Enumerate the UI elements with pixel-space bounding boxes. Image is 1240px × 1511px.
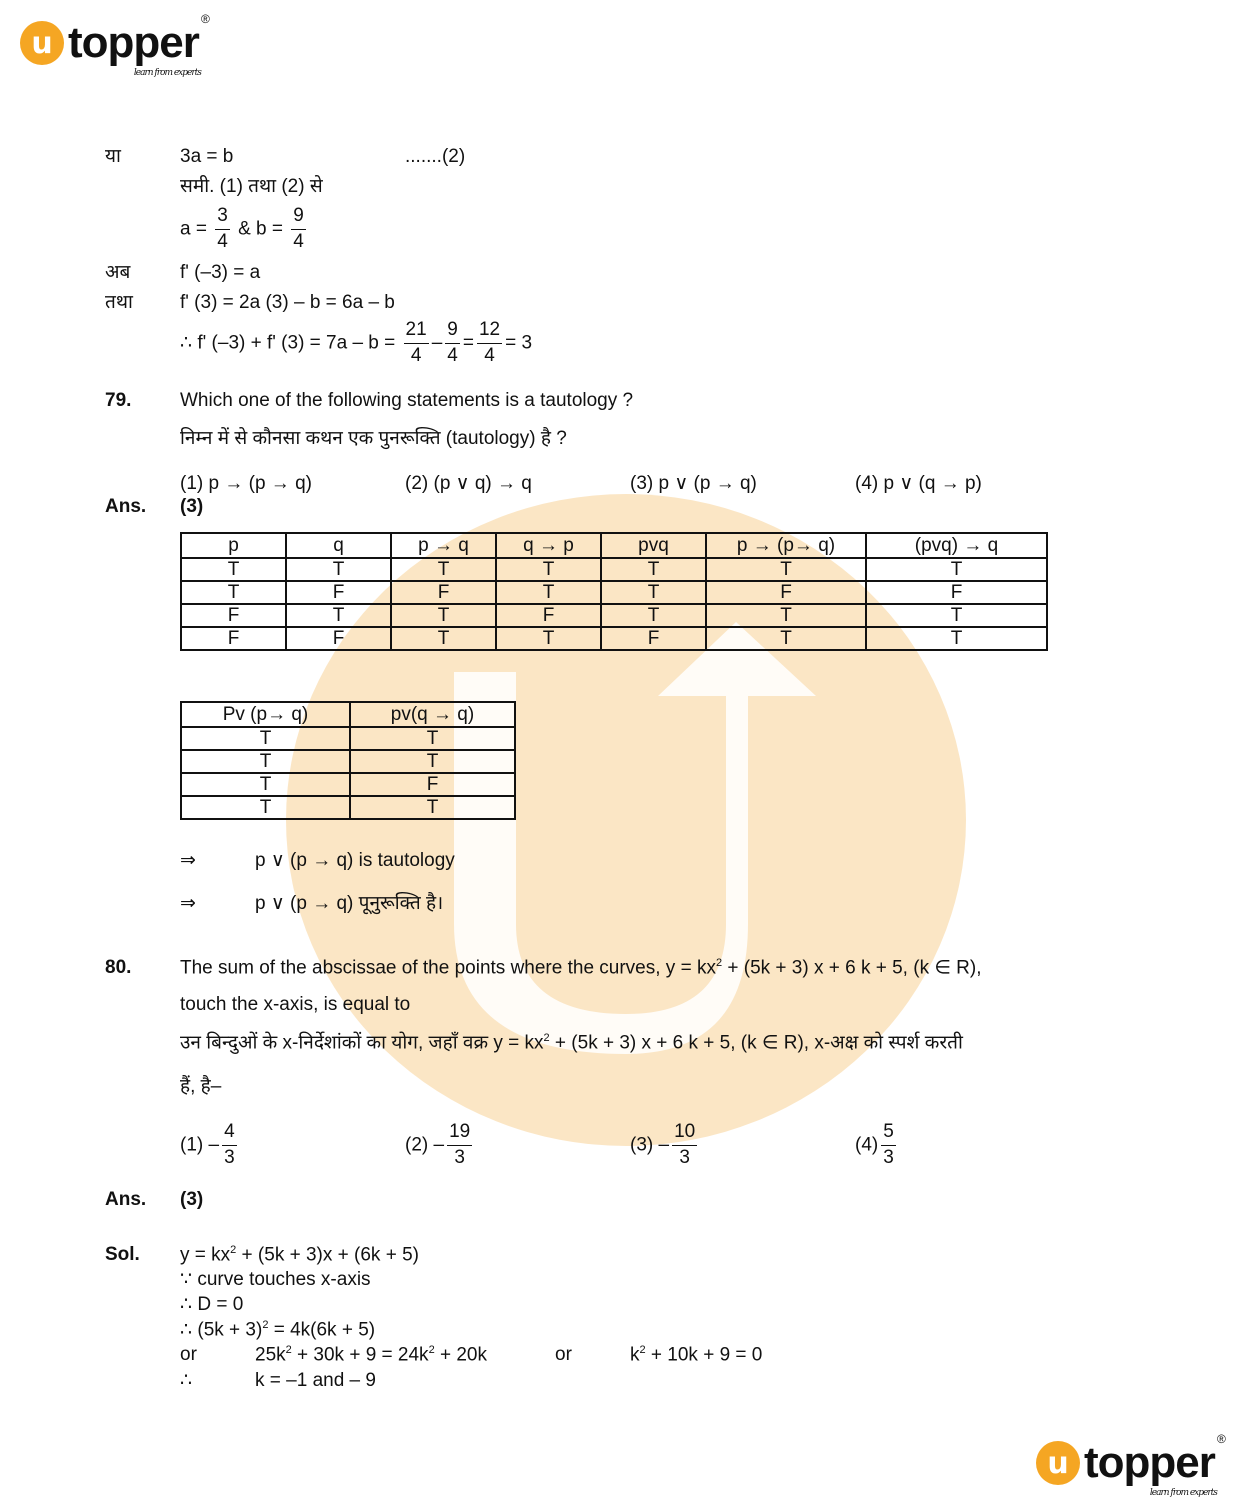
- table-cell: T: [286, 604, 391, 627]
- conclusion-hi: p ∨ (p → q) पूनुरूक्ति है।: [255, 893, 444, 914]
- table-row: [181, 796, 515, 819]
- table-header-cell: pvq: [601, 533, 706, 558]
- table-header-cell: pv(q → q): [350, 702, 515, 727]
- table-cell: T: [181, 558, 286, 581]
- answer-value: (3): [180, 496, 204, 517]
- table-row: [181, 604, 1047, 627]
- logo-u-icon: u: [1036, 1441, 1080, 1485]
- table-row: [181, 750, 515, 773]
- table-row: [181, 581, 1047, 604]
- table-cell: T: [181, 727, 350, 750]
- table-cell: T: [350, 750, 515, 773]
- brand-logo: [1036, 1432, 1225, 1498]
- table-cell: T: [286, 558, 391, 581]
- option-4: (4) $\frac{5}{3}$: [855, 1121, 894, 1168]
- question-number: 79.: [105, 390, 132, 411]
- table-cell: T: [601, 581, 706, 604]
- fraction: $\frac{10}{3}$: [674, 1121, 696, 1168]
- solution-label: Sol.: [105, 1244, 140, 1265]
- table-cell: T: [496, 558, 601, 581]
- table-cell: T: [391, 558, 496, 581]
- table-header-cell: p: [181, 533, 286, 558]
- fraction: $\frac{9}{4}$: [447, 319, 458, 366]
- table-cell: F: [706, 581, 866, 604]
- table-cell: T: [496, 581, 601, 604]
- f-minus-3: f' (–3) = a: [180, 262, 261, 283]
- table-cell: T: [866, 558, 1047, 581]
- or-label: or: [180, 1344, 197, 1365]
- table-header-cell: q: [286, 533, 391, 558]
- option-3: (3) – $\frac{10}{3}$: [630, 1121, 696, 1168]
- sum-equation: ∴ f' (–3) + f' (3) = 7a – b = $\frac{21}{4}$ – $\frac{9}{4}$ = $\frac{12}{4}$ = 3: [180, 319, 533, 366]
- table-cell: T: [706, 604, 866, 627]
- table-header-row: [181, 702, 515, 727]
- table-row: [181, 558, 1047, 581]
- table-cell: F: [866, 581, 1047, 604]
- table-cell: F: [286, 581, 391, 604]
- table-cell: T: [706, 558, 866, 581]
- table-cell: F: [286, 627, 391, 650]
- table-cell: F: [350, 773, 515, 796]
- table-cell: T: [866, 604, 1047, 627]
- table-row: [181, 773, 515, 796]
- implies-icon: ⇒: [180, 850, 196, 871]
- table-header-cell: p → q: [391, 533, 496, 558]
- fraction: $\frac{12}{4}$: [478, 319, 501, 366]
- fraction: $\frac{19}{3}$: [449, 1121, 471, 1168]
- table-cell: F: [601, 627, 706, 650]
- f-3: f' (3) = 2a (3) – b = 6a – b: [180, 292, 395, 313]
- table-cell: T: [706, 627, 866, 650]
- truth-table-1: [180, 532, 1048, 651]
- solution-line-4: ∴ $(5k + 3)^2 = 4k(6k + 5)$: [180, 1319, 376, 1341]
- label-ya: या: [105, 146, 121, 167]
- table-header-row: [181, 533, 1047, 558]
- table-cell: F: [181, 627, 286, 650]
- solution-line-6: $k^2 + 10k + 9 = 0$: [630, 1344, 763, 1366]
- question-number: 80.: [105, 957, 132, 978]
- table-cell: T: [496, 627, 601, 650]
- table-cell: T: [350, 796, 515, 819]
- logo-wordmark: topper ® learn from experts: [1084, 1432, 1225, 1498]
- implies-icon: ⇒: [180, 893, 196, 914]
- option-1: (1) p → (p → q): [180, 473, 312, 494]
- option-3: (3) p ∨ (p → q): [630, 473, 757, 494]
- logo-wordmark: topper ® learn from experts: [68, 12, 209, 78]
- from-equations: समी. (1) तथा (2) से: [180, 176, 323, 197]
- question-text-en-line2: touch the x-axis, is equal to: [180, 994, 411, 1015]
- label-ab: अब: [105, 262, 131, 283]
- table-cell: F: [496, 604, 601, 627]
- solution-line-1: $y = kx^2 + (5k + 3)x + (6k + 5)$: [180, 1244, 419, 1266]
- table-cell: T: [601, 558, 706, 581]
- table-header-cell: (pvq) → q: [866, 533, 1047, 558]
- table-cell: T: [181, 581, 286, 604]
- or-label: or: [555, 1344, 572, 1365]
- option-4: (4) p ∨ (q → p): [855, 473, 982, 494]
- fraction: $\frac{21}{4}$: [405, 319, 427, 366]
- table-cell: T: [350, 727, 515, 750]
- question-text-hi: निम्न में से कौनसा कथन एक पुनरूक्ति (tautology) है ?: [180, 428, 567, 449]
- table-row: [181, 627, 1047, 650]
- a-b-values: a = $\frac{3}{4}$ & b = $\frac{9}{4}$: [180, 205, 304, 252]
- table-cell: F: [181, 604, 286, 627]
- table-header-cell: p → (p→ q): [706, 533, 866, 558]
- table-row: [181, 727, 515, 750]
- logo-u-icon: u: [20, 21, 64, 65]
- question-text-hi-line2: हैं, है–: [180, 1076, 222, 1097]
- answer-label: Ans.: [105, 1189, 147, 1210]
- brand-logo: [20, 12, 209, 78]
- table-header-cell: q → p: [496, 533, 601, 558]
- fraction: $\frac{4}{3}$: [224, 1121, 235, 1168]
- table-cell: T: [181, 796, 350, 819]
- answer-label: Ans.: [105, 496, 147, 517]
- equation-2: 3a = b: [180, 146, 234, 167]
- solution-line-5: $25k^2 + 30k + 9 = 24k^2 + 20k$: [255, 1344, 487, 1366]
- table-cell: F: [391, 581, 496, 604]
- label-tatha: तथा: [105, 292, 133, 313]
- table-cell: T: [866, 627, 1047, 650]
- solution-line-7: k = –1 and – 9: [255, 1370, 376, 1391]
- equation-tag: .......(2): [405, 146, 466, 167]
- question-text-en: Which one of the following statements is a tautology ?: [180, 390, 634, 411]
- answer-value: (3): [180, 1189, 204, 1210]
- option-2: (2) (p ∨ q) → q: [405, 473, 532, 494]
- fraction: $\frac{5}{3}$: [883, 1121, 894, 1168]
- table-cell: T: [181, 773, 350, 796]
- therefore-icon: ∴: [180, 1370, 193, 1391]
- solution-line-2: ∵ curve touches x-axis: [180, 1269, 371, 1290]
- conclusion-en: p ∨ (p → q) is tautology: [255, 850, 455, 871]
- option-2: (2) – $\frac{19}{3}$: [405, 1121, 471, 1168]
- fraction: $\frac{9}{4}$: [293, 205, 304, 252]
- fraction: $\frac{3}{4}$: [217, 205, 228, 252]
- table-cell: T: [601, 604, 706, 627]
- question-text-en-line1: The sum of the abscissae of the points where the curves, $y = kx^2 + (5k + 3) x + 6$ k + 5, (k ∈ R),: [180, 957, 982, 979]
- question-text-hi-line1: उन बिन्दुओं के x-निर्देशांकों का योग, जहाँ वक्र $y = kx^2 + (5k + 3) x + 6$ k + 5, (k ∈ R), x-अक्ष को स्पर्श करती: [180, 1032, 963, 1054]
- option-1: (1) – $\frac{4}{3}$: [180, 1121, 235, 1168]
- table-cell: T: [391, 627, 496, 650]
- table-header-cell: Pv (p→ q): [181, 702, 350, 727]
- table-cell: T: [391, 604, 496, 627]
- truth-table-2: [180, 701, 516, 820]
- solution-line-3: ∴ D = 0: [180, 1294, 244, 1315]
- table-cell: T: [181, 750, 350, 773]
